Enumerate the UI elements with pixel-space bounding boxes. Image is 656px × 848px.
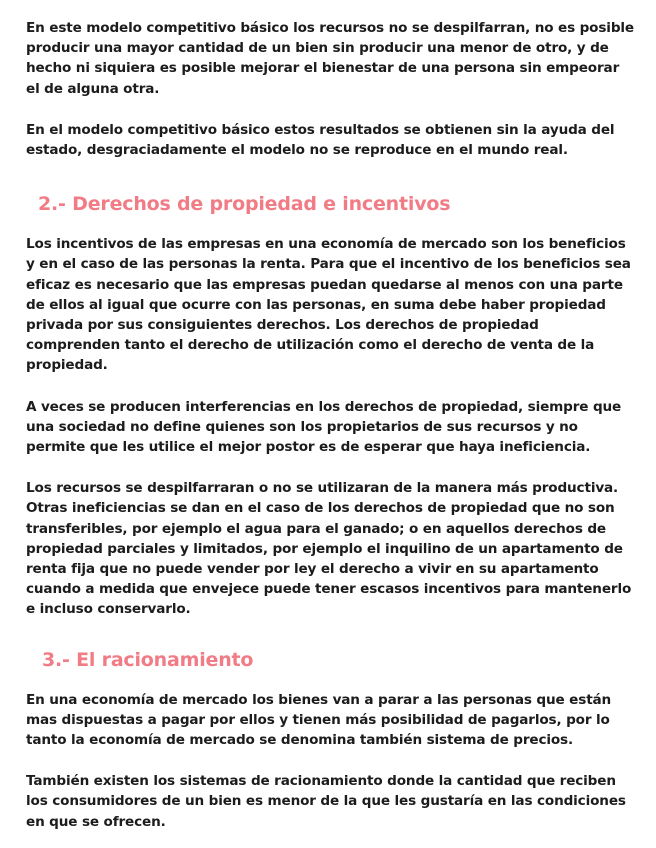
section-heading-rationing: 3.- El racionamiento xyxy=(42,648,254,671)
paragraph-incentives: Los incentivos de las empresas en una economía de mercado son los beneficios y en el caso de las personas la renta. Para que el incentivo de los beneficios sea eficaz es necesario que las empresas puedan quedarse al menos con una parte de ellos al igual que ocurre con las personas, en suma debe haber propiedad privada por sus consiguientes derechos. Los derechos de propiedad comprenden tanto el derecho de utilización como el derecho de venta de la propiedad. xyxy=(26,236,631,374)
paragraph-rationing-systems: También existen los sistemas de racionamiento donde la cantidad que reciben los consumidores de un bien es menor de la que les gustaría en las condiciones en que se ofrecen. xyxy=(26,773,626,830)
paragraph-state-role: En el modelo competitivo básico estos resultados se obtienen sin la ayuda del estado, desgraciadamente el modelo no se reproduce en el mundo real. xyxy=(26,121,615,159)
paragraph-interferences: A veces se producen interferencias en los derechos de propiedad, siempre que una sociedad no define quienes son los propietarios de sus recursos y no permite que les utilice el mejor postor es de esperar que haya ineficiencia. xyxy=(26,398,622,456)
paragraph-inefficiencies: Los recursos se despilfarraran o no se utilizaran de la manera más productiva. Otras ineficiencias se dan en el caso de los derechos de propiedad que no son transferibles, por ejemplo el agua para el ganado; o en aquellos derechos de propiedad parciales y limitados, por ejemplo el inquilino de un apartamento de renta fija que no puede vender por ley el derecho a vivir en su apartamento cuando a medida que envejece puede tener escasos incentivos para mantenerlo e incluso conservarlo. xyxy=(26,480,632,618)
section-heading-property-rights: 2.- Derechos de propiedad e incentivos xyxy=(38,193,451,216)
paragraph-price-system: En una economía de mercado los bienes van a parar a las personas que están mas dispuestas a pagar por ellos y tienen más posibilidad de pagarlos, por lo tanto la economía de mercado se denomina también sistema de precios. xyxy=(26,691,612,749)
paragraph-competitive-model: En este modelo competitivo básico los recursos no se despilfarran, no es posible producir una mayor cantidad de un bien sin producir una menor de otro, y de hecho ni siquiera es posible mejorar el bienestar de una persona sin empeorar el de alguna otra. xyxy=(26,20,634,97)
